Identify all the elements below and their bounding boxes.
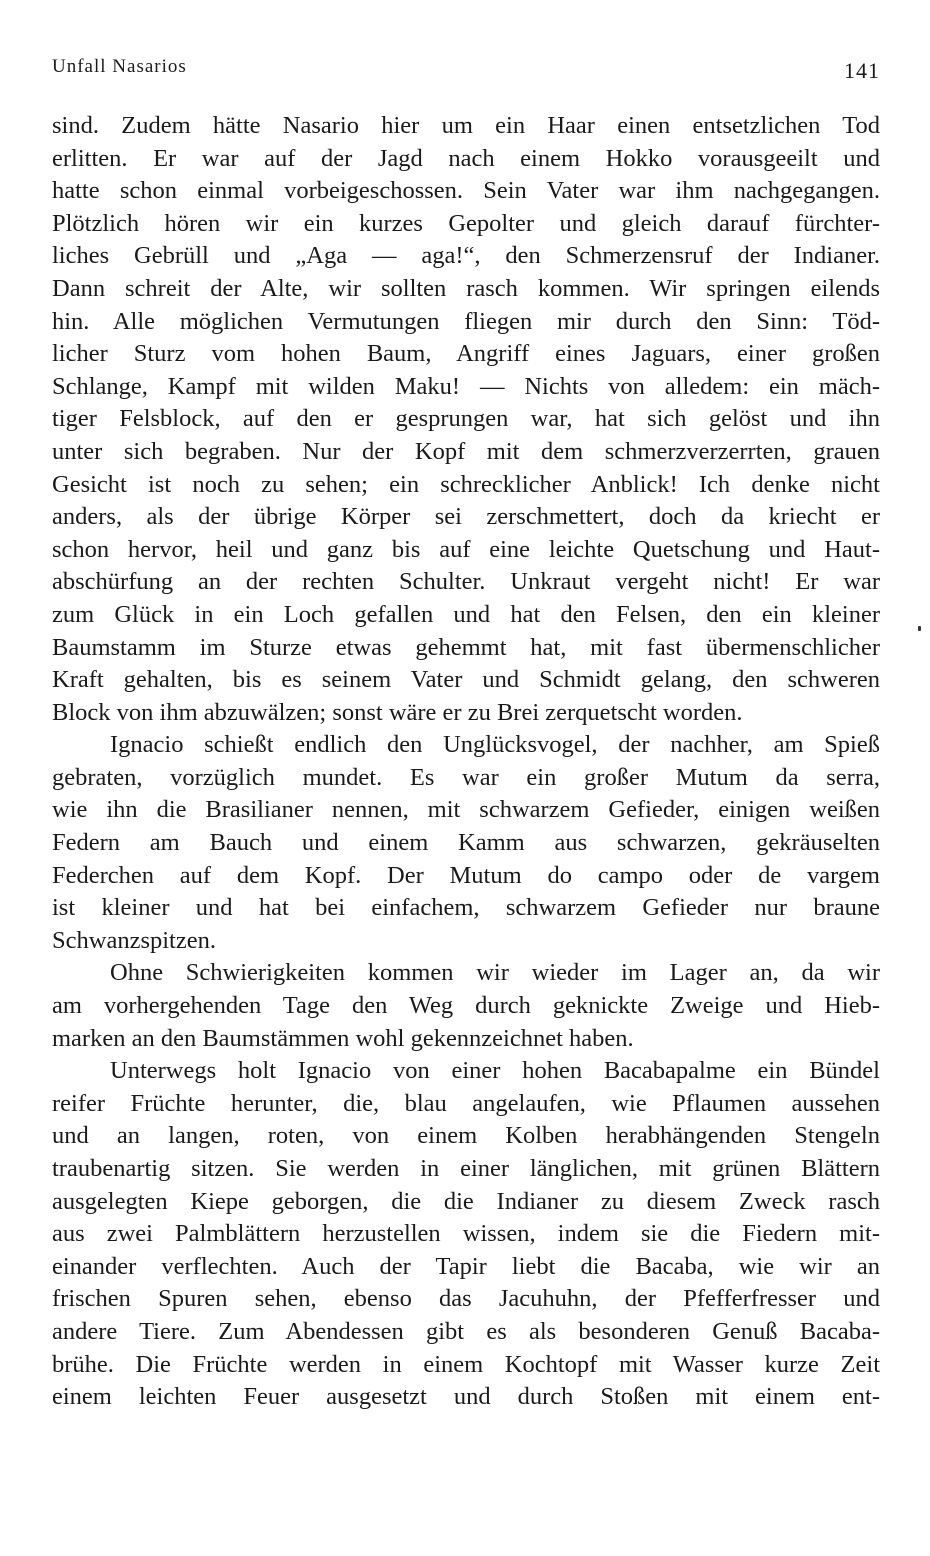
text-line: Dann schreit der Alte, wir sollten rasch kommen. Wir springen eilends bbox=[52, 274, 880, 302]
text-line: wie ihn die Brasilianer nennen, mit schwarzem Gefieder, einigen weißen bbox=[52, 796, 880, 824]
text-line: tiger Felsblock, auf den er gesprungen war, hat sich gelöst und ihn bbox=[52, 405, 880, 433]
text-line: abschürfung an der rechten Schulter. Unkraut vergeht nicht! Er war bbox=[52, 568, 880, 596]
running-title: Unfall Nasarios bbox=[52, 56, 187, 77]
text-line: marken an den Baumstämmen wohl gekennzeichnet haben. bbox=[52, 1024, 634, 1052]
text-line: Gesicht ist noch zu sehen; ein schrecklicher Anblick! Ich denke nicht bbox=[52, 470, 880, 498]
text-line: erlitten. Er war auf der Jagd nach einem Hokko vorausgeeilt und bbox=[52, 144, 880, 172]
text-line: und an langen, roten, von einem Kolben herabhängenden Stengeln bbox=[52, 1122, 880, 1150]
text-line: Schlange, Kampf mit wilden Maku! — Nichts von alledem: ein mäch- bbox=[52, 372, 880, 400]
text-line: hatte schon einmal vorbeigeschossen. Sein Vater war ihm nachgegangen. bbox=[52, 177, 880, 205]
text-line: Ohne Schwierigkeiten kommen wir wieder im Lager an, da wir bbox=[110, 959, 880, 987]
text-line: traubenartig sitzen. Sie werden in einer länglichen, mit grünen Blättern bbox=[52, 1155, 880, 1182]
text-line: schon hervor, heil und ganz bis auf eine leichte Quetschung und Haut- bbox=[52, 535, 880, 563]
text-line: einander verflechten. Auch der Tapir liebt die Bacaba, wie wir an bbox=[52, 1252, 880, 1280]
text-line: Federchen auf dem Kopf. Der Mutum do campo oder de vargem bbox=[52, 861, 880, 889]
body-text bbox=[52, 110, 880, 1414]
text-line: licher Sturz vom hohen Baum, Angriff eines Jaguars, einer großen bbox=[52, 340, 880, 368]
text-line: Plötzlich hören wir ein kurzes Gepolter und gleich darauf fürchter- bbox=[52, 209, 880, 237]
text-line: Ignacio schießt endlich den Unglücksvogel, der nachher, am Spieß bbox=[110, 731, 880, 759]
text-line: ausgelegten Kiepe geborgen, die die Indianer zu diesem Zweck rasch bbox=[52, 1187, 880, 1215]
text-line: Baumstamm im Sturze etwas gehemmt hat, mit fast übermenschlicher bbox=[52, 633, 880, 661]
text-line: brühe. Die Früchte werden in einem Kochtopf mit Wasser kurze Zeit bbox=[52, 1350, 880, 1378]
text-line: am vorhergehenden Tage den Weg durch geknickte Zweige und Hieb- bbox=[52, 992, 880, 1020]
margin-speck bbox=[918, 626, 921, 631]
text-line: aus zwei Palmblättern herzustellen wissen, indem sie die Fiedern mit- bbox=[52, 1220, 880, 1248]
text-line: Federn am Bauch und einem Kamm aus schwarzen, gekräuselten bbox=[52, 829, 880, 857]
text-line: unter sich begraben. Nur der Kopf mit dem schmerzverzerrten, grauen bbox=[52, 437, 880, 465]
text-line: gebraten, vorzüglich mundet. Es war ein großer Mutum da serra, bbox=[52, 763, 880, 791]
text-line: zum Glück in ein Loch gefallen und hat den Felsen, den ein kleiner bbox=[52, 600, 880, 628]
text-line: Unterwegs holt Ignacio von einer hohen Bacabapalme ein Bündel bbox=[110, 1057, 880, 1085]
running-header bbox=[52, 56, 880, 86]
text-line: liches Gebrüll und „Aga — aga!“, den Schmerzensruf der Indianer. bbox=[52, 242, 880, 270]
text-line: frischen Spuren sehen, ebenso das Jacuhuhn, der Pfefferfresser und bbox=[52, 1285, 880, 1313]
text-line: Kraft gehalten, bis es seinem Vater und Schmidt gelang, den schweren bbox=[52, 666, 880, 694]
text-line: Block von ihm abzuwälzen; sonst wäre er zu Brei zerquetscht worden. bbox=[52, 698, 743, 726]
text-line: Schwanzspitzen. bbox=[52, 926, 216, 954]
text-line: einem leichten Feuer ausgesetzt und durch Stoßen mit einem ent- bbox=[52, 1383, 880, 1411]
text-line: anders, als der übrige Körper sei zerschmettert, doch da kriecht er bbox=[52, 503, 880, 531]
text-line: hin. Alle möglichen Vermutungen fliegen mir durch den Sinn: Töd- bbox=[52, 307, 880, 335]
text-line: andere Tiere. Zum Abendessen gibt es als besonderen Genuß Bacaba- bbox=[52, 1317, 880, 1345]
text-line: sind. Zudem hätte Nasario hier um ein Haar einen entsetzlichen Tod bbox=[52, 112, 880, 139]
text-line: reifer Früchte herunter, die, blau angelaufen, wie Pflaumen aussehen bbox=[52, 1089, 880, 1117]
page-number: 141 bbox=[844, 58, 880, 83]
text-line: ist kleiner und hat bei einfachem, schwarzem Gefieder nur braune bbox=[52, 894, 880, 922]
